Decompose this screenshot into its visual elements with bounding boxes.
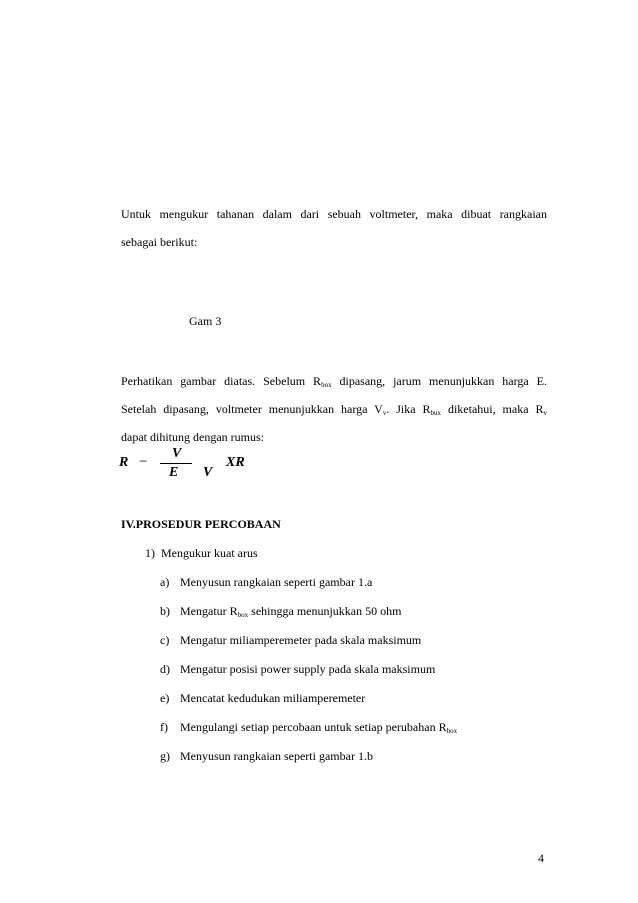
step-d: d) Mengatur posisi power supply pada skala maksimum [160,662,436,676]
formula-numerator: V [172,446,182,461]
step-f: f) Mengulangi setiap percobaan untuk setiap perubahan $R_{box}$ [160,720,458,735]
formula-denominator-right: V [203,465,213,480]
formula-denominator-left: E [169,465,179,480]
section-heading: IV.PROSEDUR PERCOBAAN [121,517,281,531]
step-g: g) Menyusun rangkaian seperti gambar 1.b [160,749,373,763]
explanation-line-2: Setelah dipasang, voltmeter menunjukkan harga $V_v$. Jika $R_{bux}$ diketahui, maka $R_v$ [121,402,547,417]
formula-rhs: XR [226,455,245,470]
formula-operator: − [139,454,148,470]
step-e: e) Mencatat kedudukan miliamperemeter [160,691,366,705]
fraction-bar [160,463,192,464]
step-a: a) Menyusun rangkaian seperti gambar 1.a [160,575,373,589]
explanation-line-3: dapat dihitung dengan rumus: [121,430,264,444]
formula-lhs: R [119,455,129,470]
figure-caption: Gam 3 [189,314,222,328]
intro-line-2: sebagai berikut: [121,235,198,249]
explanation-paragraph [121,367,547,451]
intro-line-1: Untuk mengukur tahanan dalam dari sebuah voltmeter, maka dibuat rangkaian [121,207,547,221]
explanation-line-1: Perhatikan gambar diatas. Sebelum $R_{box}$ dipasang, jarum menunjukkan harga E. [121,374,547,389]
step-c: c) Mengatur miliamperemeter pada skala maksimum [160,633,422,647]
intro-paragraph [121,200,547,256]
step-b: b) Mengatur $R_{box}$ sehingga menunjukkan 50 ohm [160,604,402,619]
procedure-item-1: 1) Mengukur kuat arus [145,546,258,560]
formula [119,446,269,482]
page-number: 4 [538,851,544,865]
